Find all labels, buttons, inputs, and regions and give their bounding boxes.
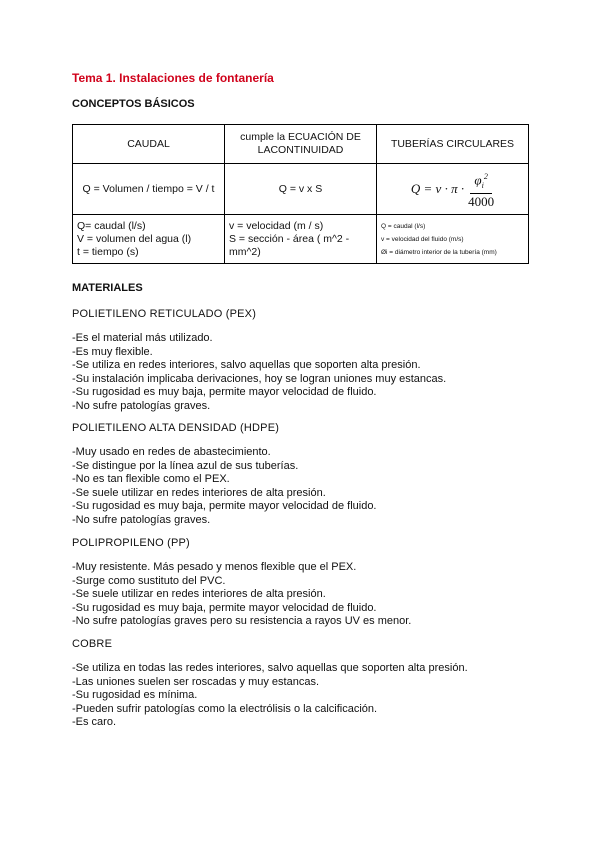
formula-continuidad: Q = v x S <box>225 164 377 215</box>
list-item: -Las uniones suelen ser roscadas y muy estancas. <box>72 675 320 688</box>
list-item: -No es tan flexible como el PEX. <box>72 473 230 485</box>
definitions-continuidad <box>225 215 377 264</box>
formula-denominator: 4000 <box>468 193 495 209</box>
list-item: -Se suele utilizar en redes interiores de alta presión. <box>72 588 326 600</box>
definition-line: v = velocidad (m / s) <box>229 219 324 232</box>
list-item: -Pueden sufrir patologías como la electrólisis o la calcificación. <box>72 702 378 715</box>
material-list-pp <box>72 561 411 629</box>
phi-symbol: φ <box>474 172 482 188</box>
list-item: -Se utiliza en todas las redes interiores, salvo aquellas que soporten alta presión. <box>72 662 468 674</box>
definition-line: t = tiempo (s) <box>77 245 139 258</box>
list-item: -Su rugosidad es mínima. <box>72 689 198 701</box>
material-list-hdpe <box>72 446 377 527</box>
definition-line: V = volumen del agua (l) <box>77 232 192 245</box>
list-item: -Su rugosidad es muy baja, permite mayor velocidad de fluido. <box>72 386 377 398</box>
concepts-table <box>72 124 529 264</box>
header-continuidad: cumple la ECUACIÓN DE LACONTINUIDAD <box>225 125 377 164</box>
list-item: -No sufre patologías graves. <box>72 399 211 412</box>
phi-superscript: 2 <box>483 172 488 182</box>
list-item: -Surge como sustituto del PVC. <box>72 574 226 587</box>
formula-lhs: Q = v · π · <box>410 181 465 197</box>
list-item: -Su rugosidad es muy baja, permite mayor velocidad de fluido. <box>72 601 377 614</box>
list-item: -Se suele utilizar en redes interiores de alta presión. <box>72 486 326 499</box>
phi-subscript: i <box>481 180 484 190</box>
definitions-caudal <box>73 215 225 264</box>
circular-formula <box>411 169 494 209</box>
definition-line: Q = caudal (l/s) <box>381 222 426 230</box>
material-list-pex <box>72 332 446 413</box>
material-name-cobre: COBRE <box>72 638 113 650</box>
list-item: -Se distingue por la línea azul de sus tuberías. <box>72 459 299 472</box>
section-title-materiales: MATERIALES <box>72 282 143 294</box>
material-list-cobre <box>72 662 468 730</box>
list-item: -No sufre patologías graves. <box>72 513 211 526</box>
formula-numerator <box>470 169 491 194</box>
formula-circular <box>377 164 529 215</box>
list-item: -Muy usado en redes de abastecimiento. <box>72 446 271 458</box>
definition-line: S = sección - área ( m^2 - <box>229 232 350 245</box>
header-circulares: TUBERÍAS CIRCULARES <box>377 125 529 164</box>
material-name-hdpe: POLIETILENO ALTA DENSIDAD (HDPE) <box>72 422 280 434</box>
list-item: -Es muy flexible. <box>72 345 153 358</box>
definition-line: v = velocidad del fluido (m/s) <box>381 235 464 243</box>
list-item: -Es el material más utilizado. <box>72 332 213 344</box>
list-item: -Su rugosidad es muy baja, permite mayor velocidad de fluido. <box>72 500 377 512</box>
table-definitions-row <box>73 215 529 264</box>
list-item: -Es caro. <box>72 716 117 728</box>
list-item: -Muy resistente. Más pesado y menos flexible que el PEX. <box>72 561 357 573</box>
definition-line: Q= caudal (l/s) <box>77 219 146 232</box>
document-title: Tema 1. Instalaciones de fontanería <box>72 71 274 85</box>
table-formula-row <box>73 164 529 215</box>
header-caudal: CAUDAL <box>73 125 225 164</box>
list-item: -Su instalación implicaba derivaciones, hoy se logran uniones muy estancas. <box>72 372 447 385</box>
list-item: -Se utiliza en redes interiores, salvo aquellas que soporten alta presión. <box>72 359 421 371</box>
formula-fraction <box>468 169 494 209</box>
material-name-pex: POLIETILENO RETICULADO (PEX) <box>72 308 257 320</box>
section-title-conceptos: CONCEPTOS BÁSICOS <box>72 98 195 110</box>
list-item: -No sufre patologías graves pero su resistencia a rayos UV es menor. <box>72 615 412 627</box>
material-name-pp: POLIPROPILENO (PP) <box>72 537 190 549</box>
definitions-circular <box>377 215 529 264</box>
formula-caudal: Q = Volumen / tiempo = V / t <box>73 164 225 215</box>
definition-line: mm^2) <box>229 245 261 258</box>
definition-line: Øi = diámetro interior de la tubería (mm) <box>381 248 497 256</box>
table-header-row <box>73 125 529 164</box>
